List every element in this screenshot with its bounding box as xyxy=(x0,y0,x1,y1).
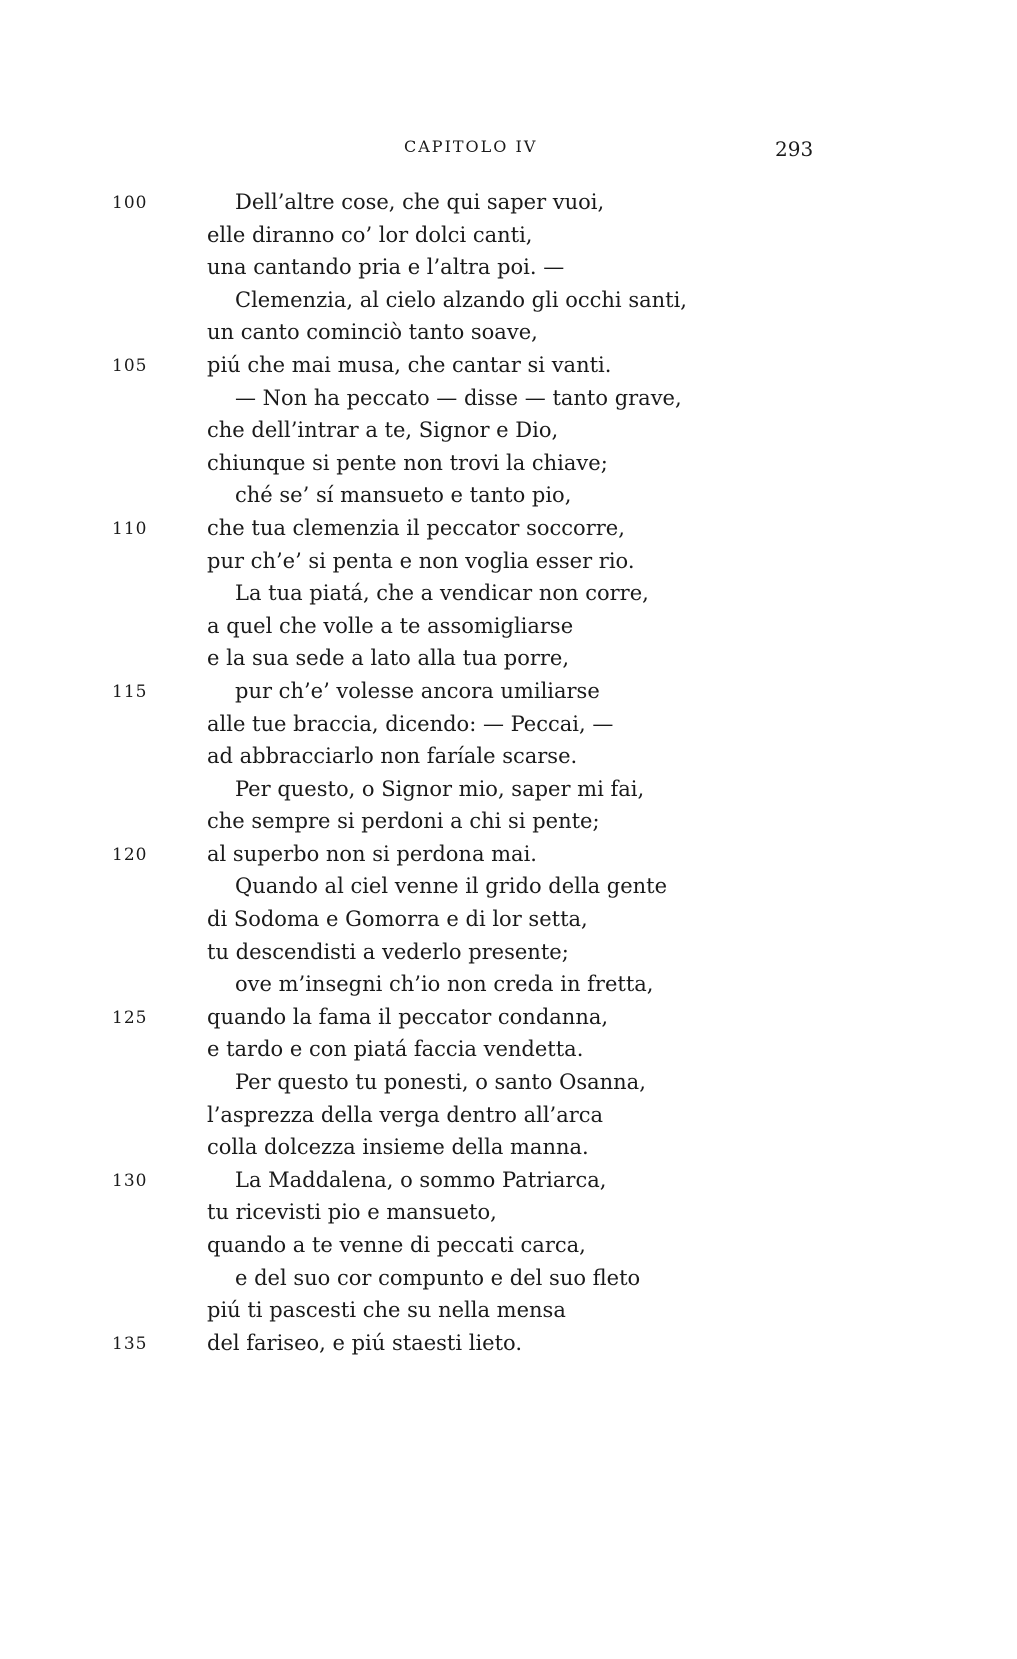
verse-text: pur ch’e’ volesse ancora umiliarse xyxy=(235,678,600,703)
verse-text: Per questo, o Signor mio, saper mi fai, xyxy=(235,776,645,801)
verse-line xyxy=(0,744,1017,777)
verse-text: Dell’altre cose, che qui saper vuoi, xyxy=(235,190,605,214)
verse-text: l’asprezza della verga dentro all’arca xyxy=(207,1102,604,1127)
line-number: 110 xyxy=(112,518,148,539)
verse-text: Clemenzia, al cielo alzando gli occhi santi, xyxy=(235,287,687,312)
line-number: 115 xyxy=(112,681,148,702)
verse-line xyxy=(0,777,1017,810)
verse-text: che sempre si perdoni a chi si pente; xyxy=(207,809,600,834)
verse-line xyxy=(0,1200,1017,1233)
verse-line xyxy=(0,483,1017,516)
verse-text: ché se’ sí mansueto e tanto pio, xyxy=(235,483,572,508)
page-number: 293 xyxy=(775,137,814,161)
verse-line xyxy=(0,549,1017,582)
verse-text: che dell’intrar a te, Signor e Dio, xyxy=(207,418,559,443)
chapter-title: CAPITOLO IV xyxy=(404,137,538,156)
verse-text: di Sodoma e Gomorra e di lor setta, xyxy=(207,907,588,932)
verse-text: pur ch’e’ si penta e non voglia esser rio. xyxy=(207,548,635,573)
verse-line xyxy=(0,1298,1017,1331)
verse-line xyxy=(0,842,1017,875)
verse-line xyxy=(0,516,1017,549)
verse-line xyxy=(0,451,1017,484)
verse-text: colla dolcezza insieme della manna. xyxy=(207,1135,589,1160)
verse-line xyxy=(0,874,1017,907)
verse-line xyxy=(0,386,1017,419)
verse-text: tu ricevisti pio e mansueto, xyxy=(207,1200,497,1225)
verse-text: quando a te venne di peccati carca, xyxy=(207,1233,586,1257)
verse-text: La tua piatá, che a vendicar non corre, xyxy=(235,581,649,606)
verse-text: Per questo tu ponesti, o santo Osanna, xyxy=(235,1070,646,1095)
verse-line xyxy=(0,1168,1017,1201)
verse-line xyxy=(0,581,1017,614)
verse-line xyxy=(0,1037,1017,1070)
verse-line xyxy=(0,353,1017,386)
verse-line xyxy=(0,940,1017,973)
verse-text: La Maddalena, o sommo Patriarca, xyxy=(235,1167,607,1192)
verse-line xyxy=(0,646,1017,679)
verse-text: un canto cominciò tanto soave, xyxy=(207,320,538,345)
line-number: 135 xyxy=(112,1333,148,1354)
verse-line xyxy=(0,418,1017,451)
verse-line xyxy=(0,223,1017,256)
running-head xyxy=(0,133,1017,163)
verse-line xyxy=(0,1331,1017,1364)
verse-text: a quel che volle a te assomigliarse xyxy=(207,613,574,638)
verse-text: quando la fama il peccator condanna, xyxy=(207,1004,609,1029)
verse-line xyxy=(0,972,1017,1005)
line-number: 125 xyxy=(112,1007,148,1028)
verse-line xyxy=(0,288,1017,321)
verse-text: elle diranno co’ lor dolci canti, xyxy=(207,222,533,247)
verse-line xyxy=(0,255,1017,288)
verse-line xyxy=(0,679,1017,712)
line-number: 100 xyxy=(112,193,148,213)
verse-line xyxy=(0,712,1017,745)
verse-text: alle tue braccia, dicendo: — Peccai, — xyxy=(207,711,614,736)
line-number: 105 xyxy=(112,355,148,376)
verse-line xyxy=(0,907,1017,940)
verse-text: e la sua sede a lato alla tua porre, xyxy=(207,646,570,671)
verse-text: e tardo e con piatá faccia vendetta. xyxy=(207,1037,584,1062)
poem-verses xyxy=(0,190,1017,1363)
verse-line xyxy=(0,1266,1017,1299)
verse-line xyxy=(0,1135,1017,1168)
verse-text: — Non ha peccato — disse — tanto grave, xyxy=(235,385,682,410)
verse-text: piú ti pascesti che su nella mensa xyxy=(207,1298,566,1323)
verse-text: che tua clemenzia il peccator soccorre, xyxy=(207,515,625,540)
verse-line xyxy=(0,1070,1017,1103)
verse-line xyxy=(0,190,1017,223)
verse-line xyxy=(0,614,1017,647)
verse-text: chiunque si pente non trovi la chiave; xyxy=(207,450,608,475)
line-number: 120 xyxy=(112,844,148,865)
verse-line xyxy=(0,320,1017,353)
verse-text: ad abbracciarlo non faríale scarse. xyxy=(207,744,578,769)
verse-line xyxy=(0,1005,1017,1038)
verse-text: e del suo cor compunto e del suo fleto xyxy=(235,1265,641,1290)
verse-text: ove m’insegni ch’io non creda in fretta, xyxy=(235,972,654,997)
verse-line xyxy=(0,1103,1017,1136)
verse-line xyxy=(0,809,1017,842)
line-number: 130 xyxy=(112,1170,148,1191)
verse-line xyxy=(0,1233,1017,1266)
verse-text: tu descendisti a vederlo presente; xyxy=(207,939,569,964)
verse-text: piú che mai musa, che cantar si vanti. xyxy=(207,352,612,377)
verse-text: una cantando pria e l’altra poi. — xyxy=(207,255,565,280)
verse-text: Quando al ciel venne il grido della gente xyxy=(235,874,668,899)
verse-text: del fariseo, e piú staesti lieto. xyxy=(207,1330,522,1355)
verse-text: al superbo non si perdona mai. xyxy=(207,841,537,866)
